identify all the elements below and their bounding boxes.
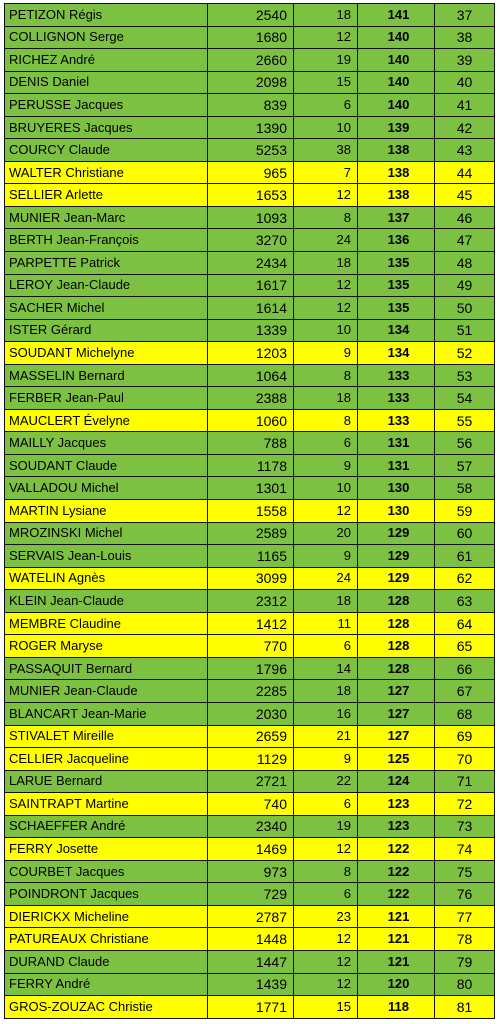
points-cell: 1558 bbox=[208, 500, 294, 523]
player-name-cell: PERUSSE Jacques bbox=[5, 94, 208, 117]
games-cell: 18 bbox=[294, 590, 358, 613]
games-cell: 12 bbox=[294, 500, 358, 523]
rank-cell: 64 bbox=[435, 612, 495, 635]
games-cell: 12 bbox=[294, 297, 358, 320]
table-row bbox=[5, 702, 495, 725]
table-row bbox=[5, 71, 495, 94]
player-name-cell: PETIZON Régis bbox=[5, 4, 208, 27]
games-cell: 8 bbox=[294, 206, 358, 229]
rank-cell: 66 bbox=[435, 657, 495, 680]
player-name-cell: SOUDANT Claude bbox=[5, 454, 208, 477]
player-name-cell: MUNIER Jean-Claude bbox=[5, 680, 208, 703]
games-cell: 16 bbox=[294, 702, 358, 725]
average-cell: 138 bbox=[358, 139, 435, 162]
player-name-cell: LARUE Bernard bbox=[5, 770, 208, 793]
games-cell: 12 bbox=[294, 26, 358, 49]
table-row bbox=[5, 996, 495, 1019]
average-cell: 127 bbox=[358, 680, 435, 703]
points-cell: 740 bbox=[208, 793, 294, 816]
rank-cell: 57 bbox=[435, 454, 495, 477]
rank-cell: 65 bbox=[435, 635, 495, 658]
average-cell: 122 bbox=[358, 860, 435, 883]
player-name-cell: SERVAIS Jean-Louis bbox=[5, 545, 208, 568]
games-cell: 24 bbox=[294, 567, 358, 590]
table-row bbox=[5, 252, 495, 275]
average-cell: 128 bbox=[358, 657, 435, 680]
average-cell: 127 bbox=[358, 725, 435, 748]
games-cell: 9 bbox=[294, 342, 358, 365]
table-row bbox=[5, 206, 495, 229]
player-name-cell: MAUCLERT Évelyne bbox=[5, 409, 208, 432]
games-cell: 12 bbox=[294, 973, 358, 996]
table-row bbox=[5, 500, 495, 523]
ranking-table bbox=[4, 3, 495, 1019]
points-cell: 1412 bbox=[208, 612, 294, 635]
average-cell: 129 bbox=[358, 522, 435, 545]
points-cell: 1165 bbox=[208, 545, 294, 568]
games-cell: 12 bbox=[294, 838, 358, 861]
games-cell: 19 bbox=[294, 49, 358, 72]
player-name-cell: SAINTRAPT Martine bbox=[5, 793, 208, 816]
points-cell: 3099 bbox=[208, 567, 294, 590]
rank-cell: 44 bbox=[435, 161, 495, 184]
average-cell: 138 bbox=[358, 161, 435, 184]
player-name-cell: RICHEZ André bbox=[5, 49, 208, 72]
table-row bbox=[5, 342, 495, 365]
table-row bbox=[5, 860, 495, 883]
table-row bbox=[5, 161, 495, 184]
games-cell: 21 bbox=[294, 725, 358, 748]
points-cell: 788 bbox=[208, 432, 294, 455]
average-cell: 121 bbox=[358, 928, 435, 951]
player-name-cell: SOUDANT Michelyne bbox=[5, 342, 208, 365]
table-row bbox=[5, 477, 495, 500]
table-row bbox=[5, 184, 495, 207]
games-cell: 18 bbox=[294, 4, 358, 27]
games-cell: 9 bbox=[294, 454, 358, 477]
average-cell: 135 bbox=[358, 274, 435, 297]
rank-cell: 41 bbox=[435, 94, 495, 117]
games-cell: 10 bbox=[294, 116, 358, 139]
rank-cell: 47 bbox=[435, 229, 495, 252]
rank-cell: 42 bbox=[435, 116, 495, 139]
points-cell: 5253 bbox=[208, 139, 294, 162]
rank-cell: 49 bbox=[435, 274, 495, 297]
games-cell: 22 bbox=[294, 770, 358, 793]
rank-cell: 51 bbox=[435, 319, 495, 342]
player-name-cell: POINDRONT Jacques bbox=[5, 883, 208, 906]
games-cell: 11 bbox=[294, 612, 358, 635]
table-row bbox=[5, 567, 495, 590]
player-name-cell: VALLADOU Michel bbox=[5, 477, 208, 500]
games-cell: 7 bbox=[294, 161, 358, 184]
player-name-cell: SACHER Michel bbox=[5, 297, 208, 320]
player-name-cell: MASSELIN Bernard bbox=[5, 364, 208, 387]
rank-cell: 39 bbox=[435, 49, 495, 72]
rank-cell: 38 bbox=[435, 26, 495, 49]
games-cell: 14 bbox=[294, 657, 358, 680]
player-name-cell: ISTER Gérard bbox=[5, 319, 208, 342]
player-name-cell: MROZINSKI Michel bbox=[5, 522, 208, 545]
points-cell: 3270 bbox=[208, 229, 294, 252]
points-cell: 1064 bbox=[208, 364, 294, 387]
games-cell: 9 bbox=[294, 545, 358, 568]
games-cell: 15 bbox=[294, 996, 358, 1019]
table-row bbox=[5, 612, 495, 635]
player-name-cell: PATUREAUX Christiane bbox=[5, 928, 208, 951]
points-cell: 965 bbox=[208, 161, 294, 184]
rank-cell: 46 bbox=[435, 206, 495, 229]
rank-cell: 61 bbox=[435, 545, 495, 568]
player-name-cell: FERBER Jean-Paul bbox=[5, 387, 208, 410]
rank-cell: 43 bbox=[435, 139, 495, 162]
player-name-cell: WATELIN Agnès bbox=[5, 567, 208, 590]
rank-cell: 70 bbox=[435, 748, 495, 771]
rank-cell: 59 bbox=[435, 500, 495, 523]
rank-cell: 37 bbox=[435, 4, 495, 27]
average-cell: 134 bbox=[358, 319, 435, 342]
games-cell: 9 bbox=[294, 748, 358, 771]
average-cell: 131 bbox=[358, 454, 435, 477]
average-cell: 130 bbox=[358, 500, 435, 523]
rank-cell: 71 bbox=[435, 770, 495, 793]
player-name-cell: GROS-ZOUZAC Christie bbox=[5, 996, 208, 1019]
games-cell: 10 bbox=[294, 477, 358, 500]
points-cell: 1129 bbox=[208, 748, 294, 771]
table-row bbox=[5, 590, 495, 613]
average-cell: 133 bbox=[358, 387, 435, 410]
points-cell: 2660 bbox=[208, 49, 294, 72]
table-row bbox=[5, 26, 495, 49]
table-row bbox=[5, 319, 495, 342]
average-cell: 123 bbox=[358, 815, 435, 838]
points-cell: 2030 bbox=[208, 702, 294, 725]
games-cell: 12 bbox=[294, 950, 358, 973]
average-cell: 140 bbox=[358, 94, 435, 117]
rank-cell: 73 bbox=[435, 815, 495, 838]
table-row bbox=[5, 905, 495, 928]
average-cell: 140 bbox=[358, 26, 435, 49]
table-row bbox=[5, 635, 495, 658]
table-row bbox=[5, 545, 495, 568]
points-cell: 1448 bbox=[208, 928, 294, 951]
rank-cell: 69 bbox=[435, 725, 495, 748]
player-name-cell: KLEIN Jean-Claude bbox=[5, 590, 208, 613]
rank-cell: 62 bbox=[435, 567, 495, 590]
table-row bbox=[5, 432, 495, 455]
table-row bbox=[5, 973, 495, 996]
rank-cell: 56 bbox=[435, 432, 495, 455]
rank-cell: 48 bbox=[435, 252, 495, 275]
table-row bbox=[5, 116, 495, 139]
points-cell: 973 bbox=[208, 860, 294, 883]
average-cell: 122 bbox=[358, 883, 435, 906]
average-cell: 121 bbox=[358, 905, 435, 928]
table-row bbox=[5, 815, 495, 838]
table-row bbox=[5, 883, 495, 906]
points-cell: 2540 bbox=[208, 4, 294, 27]
player-name-cell: SELLIER Arlette bbox=[5, 184, 208, 207]
player-name-cell: PARPETTE Patrick bbox=[5, 252, 208, 275]
average-cell: 138 bbox=[358, 184, 435, 207]
player-name-cell: BLANCART Jean-Marie bbox=[5, 702, 208, 725]
average-cell: 130 bbox=[358, 477, 435, 500]
player-name-cell: FERRY André bbox=[5, 973, 208, 996]
average-cell: 128 bbox=[358, 590, 435, 613]
average-cell: 133 bbox=[358, 364, 435, 387]
points-cell: 1093 bbox=[208, 206, 294, 229]
points-cell: 2312 bbox=[208, 590, 294, 613]
points-cell: 2285 bbox=[208, 680, 294, 703]
points-cell: 1339 bbox=[208, 319, 294, 342]
rank-cell: 54 bbox=[435, 387, 495, 410]
games-cell: 19 bbox=[294, 815, 358, 838]
games-cell: 23 bbox=[294, 905, 358, 928]
points-cell: 1203 bbox=[208, 342, 294, 365]
average-cell: 128 bbox=[358, 612, 435, 635]
average-cell: 140 bbox=[358, 49, 435, 72]
points-cell: 1614 bbox=[208, 297, 294, 320]
player-name-cell: BERTH Jean-François bbox=[5, 229, 208, 252]
player-name-cell: COURBET Jacques bbox=[5, 860, 208, 883]
rank-cell: 45 bbox=[435, 184, 495, 207]
table-row bbox=[5, 139, 495, 162]
player-name-cell: MEMBRE Claudine bbox=[5, 612, 208, 635]
player-name-cell: STIVALET Mireille bbox=[5, 725, 208, 748]
table-row bbox=[5, 229, 495, 252]
table-row bbox=[5, 680, 495, 703]
player-name-cell: MUNIER Jean-Marc bbox=[5, 206, 208, 229]
games-cell: 6 bbox=[294, 432, 358, 455]
average-cell: 124 bbox=[358, 770, 435, 793]
rank-cell: 52 bbox=[435, 342, 495, 365]
rank-cell: 68 bbox=[435, 702, 495, 725]
rank-cell: 78 bbox=[435, 928, 495, 951]
points-cell: 1439 bbox=[208, 973, 294, 996]
average-cell: 131 bbox=[358, 432, 435, 455]
rank-cell: 80 bbox=[435, 973, 495, 996]
player-name-cell: COURCY Claude bbox=[5, 139, 208, 162]
rank-cell: 55 bbox=[435, 409, 495, 432]
games-cell: 6 bbox=[294, 793, 358, 816]
average-cell: 135 bbox=[358, 297, 435, 320]
games-cell: 12 bbox=[294, 928, 358, 951]
points-cell: 1447 bbox=[208, 950, 294, 973]
table-row bbox=[5, 49, 495, 72]
table-row bbox=[5, 297, 495, 320]
games-cell: 6 bbox=[294, 883, 358, 906]
average-cell: 134 bbox=[358, 342, 435, 365]
rank-cell: 60 bbox=[435, 522, 495, 545]
games-cell: 6 bbox=[294, 94, 358, 117]
points-cell: 1301 bbox=[208, 477, 294, 500]
player-name-cell: DIERICKX Micheline bbox=[5, 905, 208, 928]
average-cell: 137 bbox=[358, 206, 435, 229]
table-row bbox=[5, 657, 495, 680]
average-cell: 120 bbox=[358, 973, 435, 996]
average-cell: 127 bbox=[358, 702, 435, 725]
games-cell: 8 bbox=[294, 860, 358, 883]
points-cell: 1469 bbox=[208, 838, 294, 861]
table-row bbox=[5, 770, 495, 793]
average-cell: 121 bbox=[358, 950, 435, 973]
table-row bbox=[5, 409, 495, 432]
average-cell: 136 bbox=[358, 229, 435, 252]
points-cell: 2589 bbox=[208, 522, 294, 545]
games-cell: 6 bbox=[294, 635, 358, 658]
average-cell: 125 bbox=[358, 748, 435, 771]
player-name-cell: ROGER Maryse bbox=[5, 635, 208, 658]
table-row bbox=[5, 4, 495, 27]
games-cell: 10 bbox=[294, 319, 358, 342]
rank-cell: 77 bbox=[435, 905, 495, 928]
rank-cell: 67 bbox=[435, 680, 495, 703]
points-cell: 1796 bbox=[208, 657, 294, 680]
table-row bbox=[5, 522, 495, 545]
rank-cell: 75 bbox=[435, 860, 495, 883]
points-cell: 2340 bbox=[208, 815, 294, 838]
points-cell: 1771 bbox=[208, 996, 294, 1019]
games-cell: 18 bbox=[294, 680, 358, 703]
player-name-cell: PASSAQUIT Bernard bbox=[5, 657, 208, 680]
rank-cell: 40 bbox=[435, 71, 495, 94]
average-cell: 139 bbox=[358, 116, 435, 139]
points-cell: 2434 bbox=[208, 252, 294, 275]
average-cell: 128 bbox=[358, 635, 435, 658]
games-cell: 8 bbox=[294, 364, 358, 387]
average-cell: 140 bbox=[358, 71, 435, 94]
games-cell: 24 bbox=[294, 229, 358, 252]
games-cell: 15 bbox=[294, 71, 358, 94]
player-name-cell: MARTIN Lysiane bbox=[5, 500, 208, 523]
table-row bbox=[5, 274, 495, 297]
table-row bbox=[5, 454, 495, 477]
rank-cell: 81 bbox=[435, 996, 495, 1019]
games-cell: 18 bbox=[294, 387, 358, 410]
player-name-cell: COLLIGNON Serge bbox=[5, 26, 208, 49]
games-cell: 20 bbox=[294, 522, 358, 545]
average-cell: 141 bbox=[358, 4, 435, 27]
games-cell: 38 bbox=[294, 139, 358, 162]
player-name-cell: FERRY Josette bbox=[5, 838, 208, 861]
points-cell: 1390 bbox=[208, 116, 294, 139]
table-row bbox=[5, 725, 495, 748]
player-name-cell: CELLIER Jacqueline bbox=[5, 748, 208, 771]
table-row bbox=[5, 950, 495, 973]
average-cell: 118 bbox=[358, 996, 435, 1019]
rank-cell: 76 bbox=[435, 883, 495, 906]
points-cell: 2659 bbox=[208, 725, 294, 748]
points-cell: 2098 bbox=[208, 71, 294, 94]
rank-cell: 74 bbox=[435, 838, 495, 861]
points-cell: 1617 bbox=[208, 274, 294, 297]
table-row bbox=[5, 748, 495, 771]
table-row bbox=[5, 928, 495, 951]
player-name-cell: BRUYERES Jacques bbox=[5, 116, 208, 139]
ranking-table-body bbox=[5, 4, 495, 1019]
points-cell: 729 bbox=[208, 883, 294, 906]
player-name-cell: WALTER Christiane bbox=[5, 161, 208, 184]
player-name-cell: MAILLY Jacques bbox=[5, 432, 208, 455]
player-name-cell: SCHAEFFER André bbox=[5, 815, 208, 838]
average-cell: 133 bbox=[358, 409, 435, 432]
games-cell: 12 bbox=[294, 274, 358, 297]
average-cell: 135 bbox=[358, 252, 435, 275]
table-row bbox=[5, 387, 495, 410]
player-name-cell: DURAND Claude bbox=[5, 950, 208, 973]
games-cell: 12 bbox=[294, 184, 358, 207]
table-row bbox=[5, 793, 495, 816]
player-name-cell: LEROY Jean-Claude bbox=[5, 274, 208, 297]
average-cell: 129 bbox=[358, 545, 435, 568]
table-row bbox=[5, 94, 495, 117]
average-cell: 122 bbox=[358, 838, 435, 861]
points-cell: 1680 bbox=[208, 26, 294, 49]
points-cell: 1060 bbox=[208, 409, 294, 432]
rank-cell: 79 bbox=[435, 950, 495, 973]
rank-cell: 53 bbox=[435, 364, 495, 387]
points-cell: 2388 bbox=[208, 387, 294, 410]
rank-cell: 50 bbox=[435, 297, 495, 320]
rank-cell: 58 bbox=[435, 477, 495, 500]
rank-cell: 72 bbox=[435, 793, 495, 816]
points-cell: 839 bbox=[208, 94, 294, 117]
points-cell: 770 bbox=[208, 635, 294, 658]
rank-cell: 63 bbox=[435, 590, 495, 613]
points-cell: 1178 bbox=[208, 454, 294, 477]
table-row bbox=[5, 838, 495, 861]
points-cell: 2787 bbox=[208, 905, 294, 928]
games-cell: 18 bbox=[294, 252, 358, 275]
average-cell: 123 bbox=[358, 793, 435, 816]
points-cell: 1653 bbox=[208, 184, 294, 207]
average-cell: 129 bbox=[358, 567, 435, 590]
player-name-cell: DENIS Daniel bbox=[5, 71, 208, 94]
games-cell: 8 bbox=[294, 409, 358, 432]
table-row bbox=[5, 364, 495, 387]
points-cell: 2721 bbox=[208, 770, 294, 793]
